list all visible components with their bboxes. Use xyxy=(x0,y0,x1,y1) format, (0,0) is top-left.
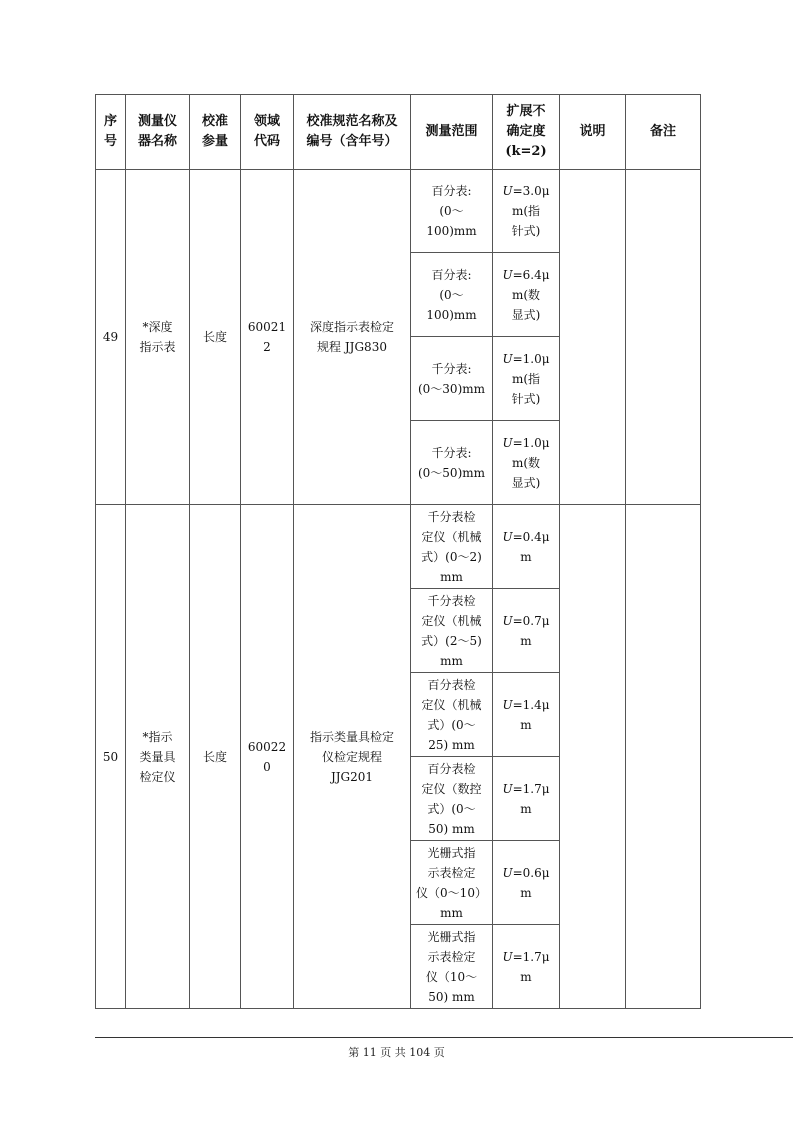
range-cell: 千分表检 定仪（机械 式）(2～5) mm xyxy=(411,589,493,673)
header-uncertainty: 扩展不 确定度 (k=2) xyxy=(493,95,560,170)
seq-cell: 50 xyxy=(96,505,126,1009)
range-cell: 千分表检 定仪（机械 式）(0～2) mm xyxy=(411,505,493,589)
field-code-cell: 60022 0 xyxy=(241,505,294,1009)
uncertainty-cell: U=6.4μ m(数 显式) xyxy=(493,253,560,337)
instrument-name-cell: *深度 指示表 xyxy=(126,170,190,505)
parameter-cell: 长度 xyxy=(190,170,241,505)
header-range: 测量范围 xyxy=(411,95,493,170)
range-cell: 百分表检 定仪（机械 式）(0～ 25) mm xyxy=(411,673,493,757)
footer-rule xyxy=(131,1037,793,1038)
range-cell: 光栅式指 示表检定 仪（0～10） mm xyxy=(411,841,493,925)
remarks-cell xyxy=(626,170,701,505)
range-cell: 百分表: (0～ 100)mm xyxy=(411,170,493,253)
header-description: 说明 xyxy=(560,95,626,170)
range-cell: 百分表检 定仪（数控 式）(0～ 50) mm xyxy=(411,757,493,841)
uncertainty-cell: U=1.7μ m xyxy=(493,925,560,1009)
uncertainty-cell: U=0.6μ m xyxy=(493,841,560,925)
range-cell: 百分表: (0～ 100)mm xyxy=(411,253,493,337)
calibration-table xyxy=(95,94,701,1009)
description-cell xyxy=(560,170,626,505)
parameter-cell: 长度 xyxy=(190,505,241,1009)
footer-rule-left xyxy=(95,1037,131,1038)
range-cell: 千分表: (0～50)mm xyxy=(411,421,493,505)
uncertainty-cell: U=3.0μ m(指 针式) xyxy=(493,170,560,253)
spec-cell: 深度指示表检定 规程 JJG830 xyxy=(294,170,411,505)
header-remarks: 备注 xyxy=(626,95,701,170)
range-cell: 千分表: (0～30)mm xyxy=(411,337,493,421)
range-cell: 光栅式指 示表检定 仪（10～ 50) mm xyxy=(411,925,493,1009)
header-seq: 序 号 xyxy=(96,95,126,170)
header-parameter: 校准 参量 xyxy=(190,95,241,170)
uncertainty-cell: U=1.7μ m xyxy=(493,757,560,841)
uncertainty-cell: U=1.0μ m(数 显式) xyxy=(493,421,560,505)
uncertainty-cell: U=0.4μ m xyxy=(493,505,560,589)
seq-cell: 49 xyxy=(96,170,126,505)
description-cell xyxy=(560,505,626,1009)
uncertainty-cell: U=1.0μ m(指 针式) xyxy=(493,337,560,421)
remarks-cell xyxy=(626,505,701,1009)
page-number: 第 11 页 共 104 页 xyxy=(348,1046,445,1059)
uncertainty-cell: U=0.7μ m xyxy=(493,589,560,673)
table-row xyxy=(96,170,701,253)
instrument-name-cell: *指示 类量具 检定仪 xyxy=(126,505,190,1009)
field-code-cell: 60021 2 xyxy=(241,170,294,505)
table-row xyxy=(96,505,701,589)
header-instrument-name: 测量仪 器名称 xyxy=(126,95,190,170)
header-spec: 校准规范名称及 编号（含年号） xyxy=(294,95,411,170)
header-field-code: 领域 代码 xyxy=(241,95,294,170)
spec-cell: 指示类量具检定 仪检定规程 JJG201 xyxy=(294,505,411,1009)
table-header xyxy=(96,95,701,170)
uncertainty-cell: U=1.4μ m xyxy=(493,673,560,757)
